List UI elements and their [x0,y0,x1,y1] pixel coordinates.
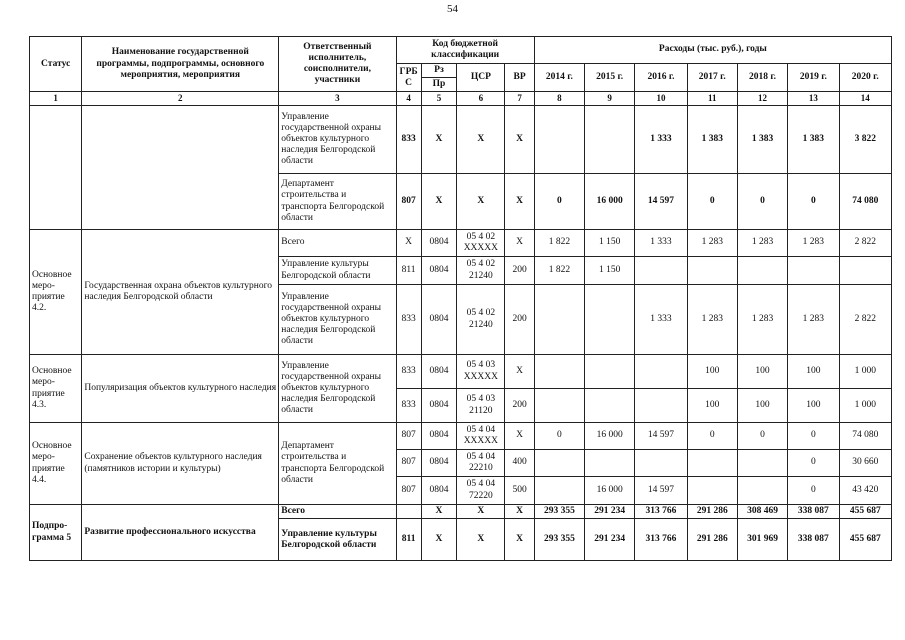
executor-cell: Управление культуры Белгородской области [279,519,396,561]
csr-cell: 05 4 03 21120 [457,389,505,423]
value-2017: 0 [687,423,737,450]
column-number: 5 [421,92,457,106]
rz-cell: Х [421,505,457,519]
value-2018 [737,257,787,285]
rz-cell: 0804 [421,230,457,257]
value-2016 [635,389,687,423]
value-2020: 455 687 [839,519,892,561]
value-2015 [585,355,635,389]
column-number: 13 [788,92,839,106]
name-cell: Популяризация объектов культурного наследия [82,355,279,423]
value-2014 [534,355,584,389]
header-year-2014: 2014 г. [534,64,584,92]
header-executor: Ответственный исполнитель, соисполнители, участники [279,37,396,92]
executor-cell: Управление государственной охраны объектов культурного наследия Белгородской области [279,106,396,174]
column-number: 11 [687,92,737,106]
value-2017: 0 [687,174,737,230]
value-2020: 3 822 [839,106,892,174]
grbs-cell: 807 [396,423,421,450]
value-2015: 1 150 [585,230,635,257]
grbs-cell: 807 [396,174,421,230]
value-2016: 1 333 [635,285,687,355]
csr-cell: 05 4 02 21240 [457,285,505,355]
value-2015: 16 000 [585,174,635,230]
vr-cell: Х [505,106,534,174]
value-2018: 0 [737,174,787,230]
csr-cell: Х [457,505,505,519]
csr-cell: 05 4 02 21240 [457,257,505,285]
value-2018: 100 [737,389,787,423]
column-number: 3 [279,92,396,106]
vr-cell: Х [505,174,534,230]
grbs-cell [396,505,421,519]
status-cell: Основное меро-приятие 4.2. [30,230,82,355]
value-2019: 100 [788,389,839,423]
value-2020: 2 822 [839,285,892,355]
table-row [30,355,892,389]
value-2017: 291 286 [687,505,737,519]
value-2019: 0 [788,174,839,230]
grbs-cell: 807 [396,450,421,477]
page-number: 54 [447,3,458,15]
value-2019: 0 [788,450,839,477]
value-2018: 1 283 [737,230,787,257]
value-2017: 1 383 [687,106,737,174]
grbs-cell: 807 [396,477,421,505]
status-cell: Подпро-грамма 5 [30,505,82,561]
rz-cell: Х [421,519,457,561]
header-year-2020: 2020 г. [839,64,892,92]
value-2020: 30 660 [839,450,892,477]
value-2018 [737,477,787,505]
value-2020: 1 000 [839,389,892,423]
value-2016: 14 597 [635,174,687,230]
vr-cell: 200 [505,389,534,423]
value-2015 [585,106,635,174]
rz-cell: 0804 [421,257,457,285]
table-row [30,230,892,257]
vr-cell: Х [505,355,534,389]
value-2017 [687,257,737,285]
csr-cell: 05 4 02 XXXXX [457,230,505,257]
value-2017 [687,477,737,505]
value-2016: 313 766 [635,505,687,519]
value-2019: 338 087 [788,505,839,519]
vr-cell: Х [505,423,534,450]
value-2015: 291 234 [585,519,635,561]
csr-cell: 05 4 04 72220 [457,477,505,505]
csr-cell: 05 4 04 22210 [457,450,505,477]
value-2020: 2 822 [839,230,892,257]
value-2017: 100 [687,389,737,423]
header-year-2018: 2018 г. [737,64,787,92]
table-row [30,423,892,450]
value-2018: 301 969 [737,519,787,561]
value-2014 [534,106,584,174]
value-2016 [635,257,687,285]
value-2019: 0 [788,423,839,450]
value-2019 [788,257,839,285]
value-2019: 1 283 [788,230,839,257]
grbs-cell: Х [396,230,421,257]
rz-cell: Х [421,106,457,174]
header-year-2017: 2017 г. [687,64,737,92]
value-2015 [585,389,635,423]
value-2014: 0 [534,174,584,230]
vr-cell: 200 [505,257,534,285]
value-2018 [737,450,787,477]
value-2018: 0 [737,423,787,450]
value-2015: 1 150 [585,257,635,285]
grbs-cell: 833 [396,285,421,355]
column-number: 8 [534,92,584,106]
value-2019: 0 [788,477,839,505]
budget-table [29,36,892,561]
value-2015: 16 000 [585,423,635,450]
executor-cell: Департамент строительства и транспорта Белгородской области [279,174,396,230]
value-2019: 1 283 [788,285,839,355]
value-2014: 1 822 [534,257,584,285]
column-number: 12 [737,92,787,106]
value-2018: 1 283 [737,285,787,355]
value-2020: 74 080 [839,423,892,450]
executor-cell: Управление культуры Белгородской области [279,257,396,285]
table-row [30,106,892,174]
executor-cell: Управление государственной охраны объектов культурного наследия Белгородской области [279,355,396,423]
column-number: 2 [82,92,279,106]
column-number: 6 [457,92,505,106]
value-2014 [534,450,584,477]
header-rz: Рз [421,64,457,78]
column-number: 9 [585,92,635,106]
name-cell [82,106,279,230]
header-year-2019: 2019 г. [788,64,839,92]
column-number: 7 [505,92,534,106]
value-2016: 14 597 [635,477,687,505]
value-2016: 1 333 [635,230,687,257]
header-grbs: ГРБ С [396,64,421,92]
rz-cell: 0804 [421,355,457,389]
rz-cell: 0804 [421,423,457,450]
header-year-2016: 2016 г. [635,64,687,92]
rz-cell: 0804 [421,477,457,505]
value-2019: 338 087 [788,519,839,561]
header-csr: ЦСР [457,64,505,92]
value-2014 [534,389,584,423]
value-2016: 313 766 [635,519,687,561]
executor-cell: Департамент строительства и транспорта Белгородской области [279,423,396,505]
vr-cell: Х [505,519,534,561]
status-cell: Основное меро-приятие 4.4. [30,423,82,505]
value-2016 [635,355,687,389]
vr-cell: 500 [505,477,534,505]
value-2018: 1 383 [737,106,787,174]
value-2020 [839,257,892,285]
column-numbers-row [30,92,892,106]
executor-cell: Управление государственной охраны объектов культурного наследия Белгородской области [279,285,396,355]
value-2014: 1 822 [534,230,584,257]
column-number: 10 [635,92,687,106]
name-cell: Сохранение объектов культурного наследия (памятников истории и культуры) [82,423,279,505]
value-2015: 16 000 [585,477,635,505]
value-2018: 100 [737,355,787,389]
executor-cell: Всего [279,505,396,519]
value-2020: 74 080 [839,174,892,230]
grbs-cell: 811 [396,519,421,561]
status-cell [30,106,82,230]
csr-cell: 05 4 03 XXXXX [457,355,505,389]
value-2017: 100 [687,355,737,389]
value-2020: 1 000 [839,355,892,389]
value-2019: 1 383 [788,106,839,174]
rz-cell: 0804 [421,285,457,355]
status-cell: Основное меро-приятие 4.3. [30,355,82,423]
csr-cell: Х [457,174,505,230]
vr-cell: Х [505,230,534,257]
csr-cell: Х [457,519,505,561]
value-2014: 293 355 [534,519,584,561]
value-2020: 43 420 [839,477,892,505]
rz-cell: 0804 [421,450,457,477]
grbs-cell: 833 [396,389,421,423]
value-2014 [534,477,584,505]
value-2017: 291 286 [687,519,737,561]
value-2015 [585,450,635,477]
value-2014 [534,285,584,355]
name-cell: Развитие профессионального искусства [82,505,279,561]
value-2017: 1 283 [687,285,737,355]
header-budget-code: Код бюджетной классификации [396,37,534,64]
grbs-cell: 811 [396,257,421,285]
vr-cell: Х [505,505,534,519]
header-year-2015: 2015 г. [585,64,635,92]
executor-cell: Всего [279,230,396,257]
column-number: 4 [396,92,421,106]
value-2019: 100 [788,355,839,389]
header-pr: Пр [421,78,457,92]
header-status: Статус [30,37,82,92]
column-number: 1 [30,92,82,106]
header-name: Наименование государственной программы, подпрограммы, основного мероприятия, мероприятия [82,37,279,92]
header-expenses: Расходы (тыс. руб.), годы [534,37,891,64]
value-2018: 308 469 [737,505,787,519]
value-2016 [635,450,687,477]
header-vr: ВР [505,64,534,92]
csr-cell: Х [457,106,505,174]
value-2014: 0 [534,423,584,450]
value-2017 [687,450,737,477]
grbs-cell: 833 [396,355,421,389]
value-2017: 1 283 [687,230,737,257]
value-2016: 14 597 [635,423,687,450]
value-2016: 1 333 [635,106,687,174]
vr-cell: 400 [505,450,534,477]
value-2014: 293 355 [534,505,584,519]
table-row [30,505,892,519]
csr-cell: 05 4 04 XXXXX [457,423,505,450]
column-number: 14 [839,92,892,106]
value-2020: 455 687 [839,505,892,519]
rz-cell: 0804 [421,389,457,423]
grbs-cell: 833 [396,106,421,174]
value-2015 [585,285,635,355]
name-cell: Государственная охрана объектов культурного наследия Белгородской области [82,230,279,355]
rz-cell: Х [421,174,457,230]
value-2015: 291 234 [585,505,635,519]
vr-cell: 200 [505,285,534,355]
